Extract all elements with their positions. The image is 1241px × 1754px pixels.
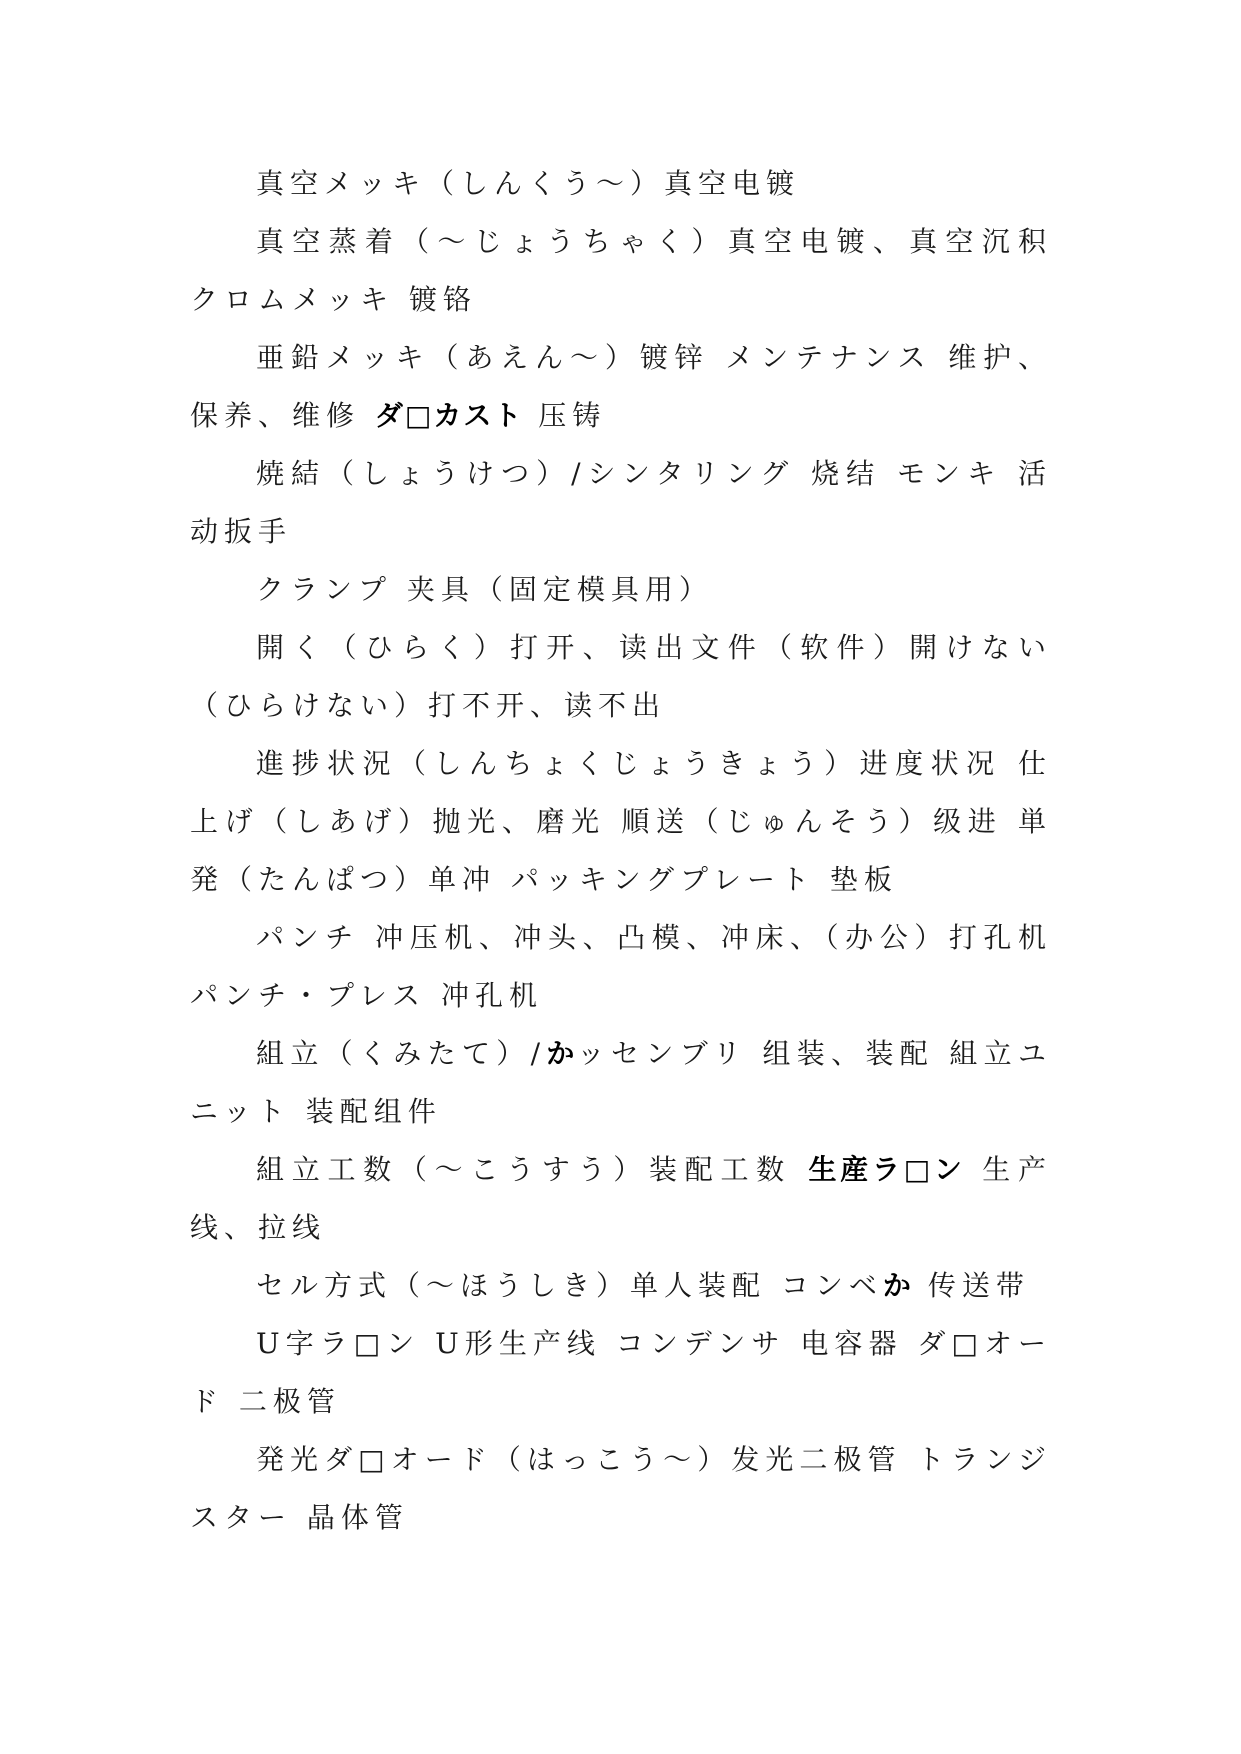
entry-text: 传送带 xyxy=(912,1269,1030,1302)
glossary-entry xyxy=(190,619,1052,735)
glossary-entry xyxy=(190,1025,1052,1141)
glossary-entry xyxy=(190,445,1052,561)
glossary-entry xyxy=(190,213,1052,329)
entry-text: セル方式（～ほうしき）单人装配 コンベ xyxy=(256,1269,883,1302)
glossary-entry xyxy=(190,1431,1052,1547)
entry-text: 組立工数（～こうすう）装配工数 xyxy=(256,1153,809,1186)
entry-text: U字ラ□ン U形生产线 コンデンサ 电容器 ダ□オード 二极管 xyxy=(190,1327,1052,1418)
entry-text: ッセンブリ 组装、装配 組立ユニット 装配组件 xyxy=(190,1037,1052,1128)
entry-text: 焼結（しょうけつ）/シンタリング 烧结 モンキ 活动扳手 xyxy=(190,457,1052,548)
entry-text: 進捗状況（しんちょくじょうきょう）进度状况 仕上げ（しあげ）抛光、磨光 順送（じゅんそう）级进 単発（たんぱつ）单冲 パッキングプレート 垫板 xyxy=(190,747,1052,896)
glossary-entry xyxy=(190,735,1052,909)
entry-text: 開く（ひらく）打开、读出文件（软件）開けない（ひらけない）打不开、读不出 xyxy=(190,631,1052,722)
glossary-entry xyxy=(190,155,1052,213)
document-body xyxy=(190,155,1052,1547)
entry-text: 組立（くみたて）/ xyxy=(256,1037,547,1070)
entry-term-bold: 生産ラ□ン xyxy=(808,1153,966,1186)
entry-text: 真空メッキ（しんくう～）真空电镀 xyxy=(256,167,801,200)
entry-text: 真空蒸着（～じょうちゃく）真空电镀、真空沉积 クロムメッキ 镀铬 xyxy=(190,225,1052,316)
glossary-entry xyxy=(190,1141,1052,1257)
entry-text: クランプ 夹具（固定模具用） xyxy=(256,573,713,606)
entry-text: パンチ 冲压机、冲头、凸模、冲床、（办公）打孔机 パンチ・プレス 冲孔机 xyxy=(190,921,1052,1012)
entry-term-bold: か xyxy=(546,1037,577,1070)
glossary-entry xyxy=(190,329,1052,445)
entry-term-bold: か xyxy=(882,1269,913,1302)
entry-text: 生产线、拉线 xyxy=(190,1153,1052,1244)
glossary-entry xyxy=(190,909,1052,1025)
entry-term-bold: ダ□カスト xyxy=(374,399,524,432)
entry-text: 発光ダ□オード（はっこう～）发光二极管 トランジスター 晶体管 xyxy=(190,1443,1052,1534)
glossary-entry xyxy=(190,1315,1052,1431)
glossary-entry xyxy=(190,561,1052,619)
glossary-entry xyxy=(190,1257,1052,1315)
entry-text: 亜鉛メッキ（あえん～）镀锌 メンテナンス 维护、保养、维修 xyxy=(190,341,1052,432)
entry-text: 压铸 xyxy=(523,399,607,432)
